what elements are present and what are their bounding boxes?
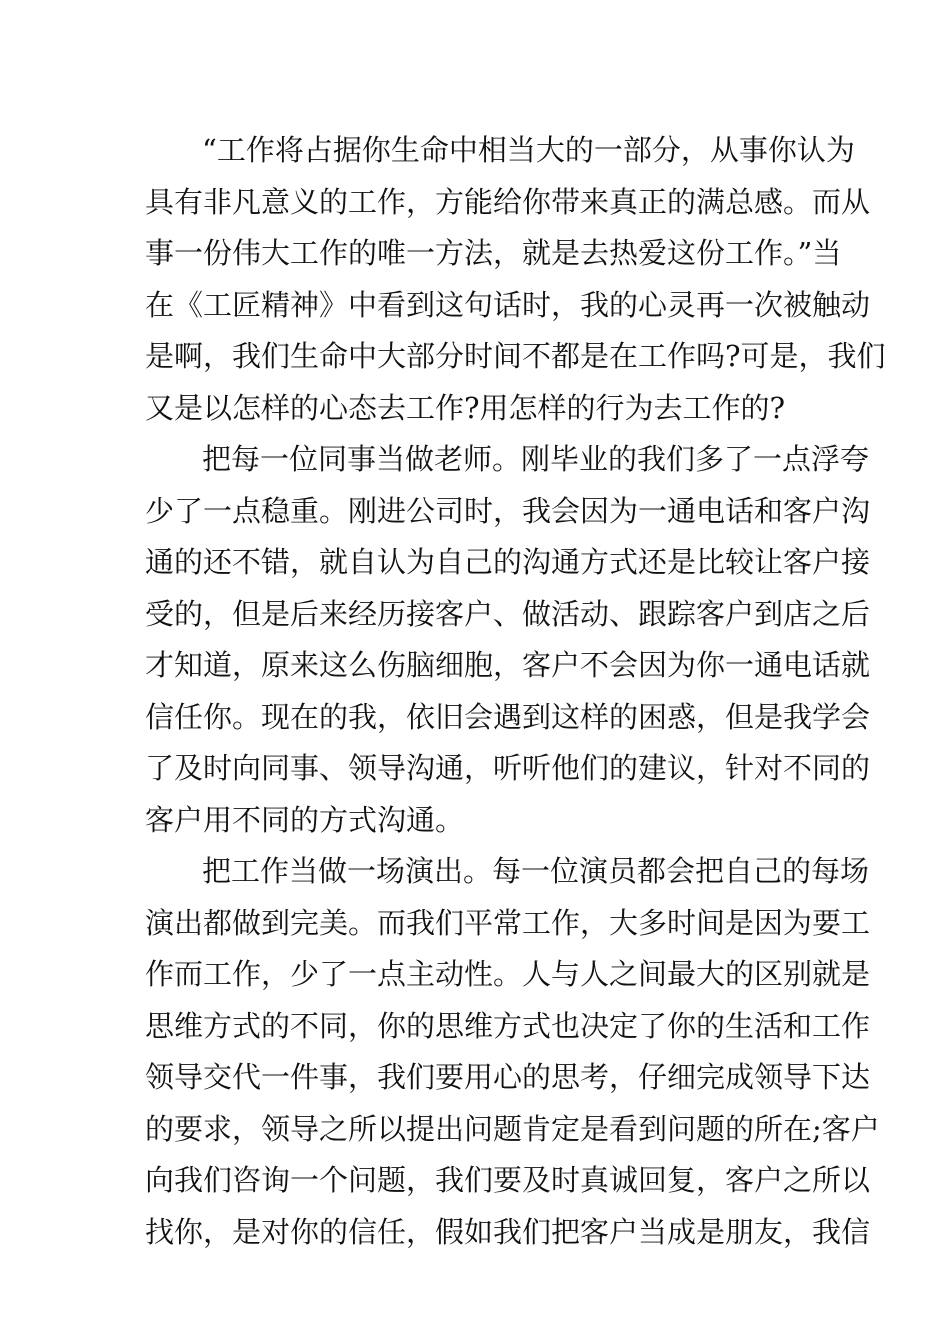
text-line: 才知道，原来这么伤脑细胞，客户不会因为你一通电话就 [145, 648, 871, 682]
text-line: 找你，是对你的信任，假如我们把客户当成是朋友，我信 [145, 1214, 871, 1249]
text-line: 是啊，我们生命中大部分时间不都是在工作吗?可是，我们 [145, 339, 886, 373]
text-line: 向我们咨询一个问题，我们要及时真诚回复，客户之所以 [145, 1163, 871, 1197]
text-line: 把每一位同事当做老师。刚毕业的我们多了一点浮夸 [202, 442, 870, 476]
text-line: 少了一点稳重。刚进公司时，我会因为一通电话和客户沟 [145, 493, 871, 528]
text-line: 事一份伟大工作的唯一方法，就是去热爱这份工作。”当 [145, 236, 842, 270]
text-line: 思维方式的不同，你的思维方式也决定了你的生活和工作 [145, 1008, 871, 1043]
text-line: 演出都做到完美。而我们平常工作，大多时间是因为要工 [145, 905, 871, 940]
text-line: 把工作当做一场演出。每一位演员都会把自己的每场 [202, 854, 870, 888]
paragraph [145, 125, 886, 434]
paragraph [145, 846, 880, 1258]
text-line: 通的还不错，就自认为自己的沟通方式还是比较让客户接 [145, 545, 871, 579]
text-line: 信任你。现在的我，依旧会遇到这样的困惑，但是我学会 [145, 699, 871, 734]
text-line: “工作将占据你生命中相当大的一部分，从事你认为 [202, 133, 855, 167]
text-line: 受的，但是后来经历接客户、做活动、跟踪客户到店之后 [145, 596, 871, 631]
text-line: 具有非凡意义的工作，方能给你带来真正的满总感。而从 [145, 184, 871, 219]
paragraph [145, 434, 871, 846]
text-line: 的要求，领导之所以提出问题肯定是看到问题的所在;客户 [145, 1111, 880, 1146]
body-text [145, 125, 886, 1258]
text-line: 在《工匠精神》中看到这句话时，我的心灵再一次被触动 [145, 287, 871, 322]
text-line: 了及时向同事、领导沟通，听听他们的建议，针对不同的 [145, 751, 871, 785]
text-line: 领导交代一件事，我们要用心的思考，仔细完成领导下达 [145, 1060, 871, 1094]
text-line: 客户用不同的方式沟通。 [145, 802, 465, 837]
text-line: 作而工作，少了一点主动性。人与人之间最大的区别就是 [145, 957, 871, 991]
text-line: 又是以怎样的心态去工作?用怎样的行为去工作的? [145, 390, 786, 425]
